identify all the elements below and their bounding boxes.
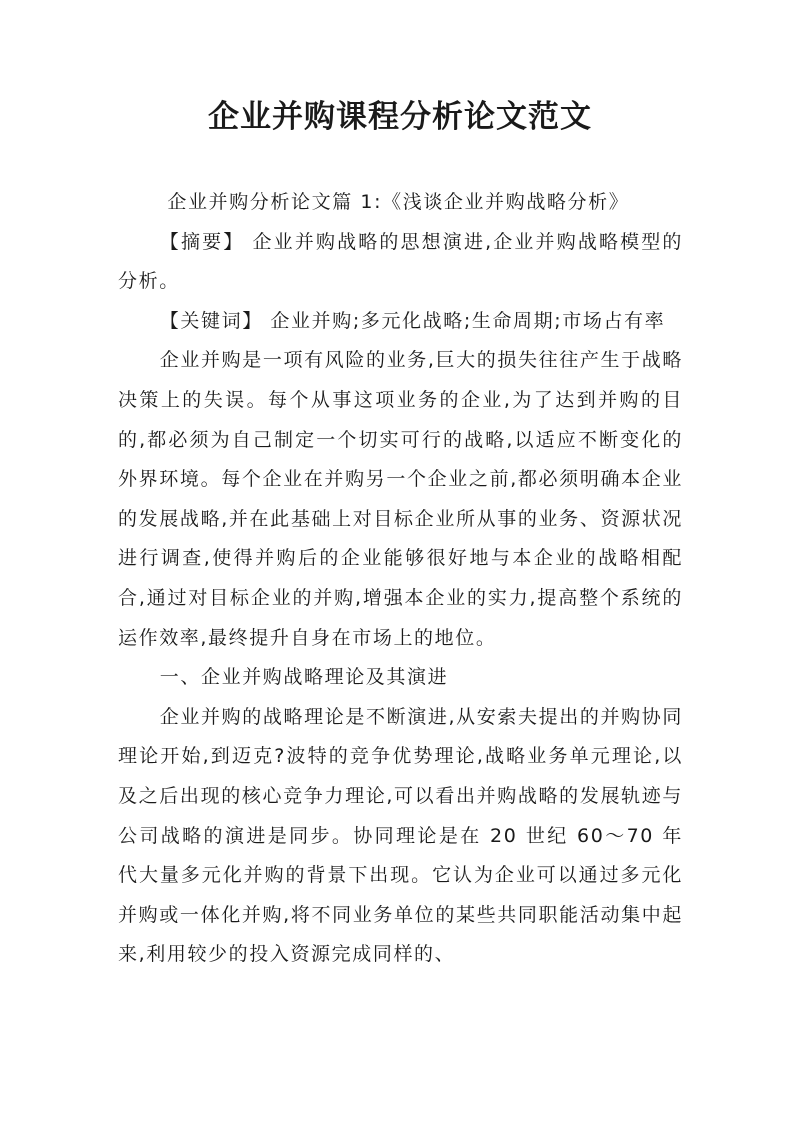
document-title: 企业并购课程分析论文范文 xyxy=(208,99,592,135)
section-body-paragraph: 企业并购的战略理论是不断演进,从安索夫提出的并购协同理论开始,到迈克?波特的竞争优势理论,战略业务单元理论,以及之后出现的核心竞争力理论,可以看出并购战略的发展轨迹与公司战略的演进是同步。协同理论是在 20 世纪 60～70 年代大量多元化并购的背景下出现。它认为企业可以通过多元化并购或一体化并购,将不同业务单位的某些共同职能活动集中起来,利用较少的投入资源完成同样的、 xyxy=(118,705,683,966)
document-body xyxy=(118,183,683,975)
section-heading: 一、企业并购战略理论及其演进 xyxy=(159,666,449,689)
intro-paragraph: 企业并购是一项有风险的业务,巨大的损失往往产生于战略决策上的失误。每个从事这项业务的企业,为了达到并购的目的,都必须为自己制定一个切实可行的战略,以适应不断变化的外界环境。每个企业在并购另一个企业之前,都必须明确本企业的发展战略,并在此基础上对目标企业所从事的业务、资源状况进行调查,使得并购后的企业能够很好地与本企业的战略相配合,通过对目标企业的并购,增强本企业的实力,提高整个系统的运作效率,最终提升自身在市场上的地位。 xyxy=(118,349,683,649)
keywords-paragraph: 【关键词】 企业并购;多元化战略;生命周期;市场占有率 xyxy=(159,309,666,332)
abstract-paragraph: 【摘要】 企业并购战略的思想演进,企业并购战略模型的分析。 xyxy=(118,230,683,293)
article-subtitle: 企业并购分析论文篇 1:《浅谈企业并购战略分析》 xyxy=(167,191,630,213)
